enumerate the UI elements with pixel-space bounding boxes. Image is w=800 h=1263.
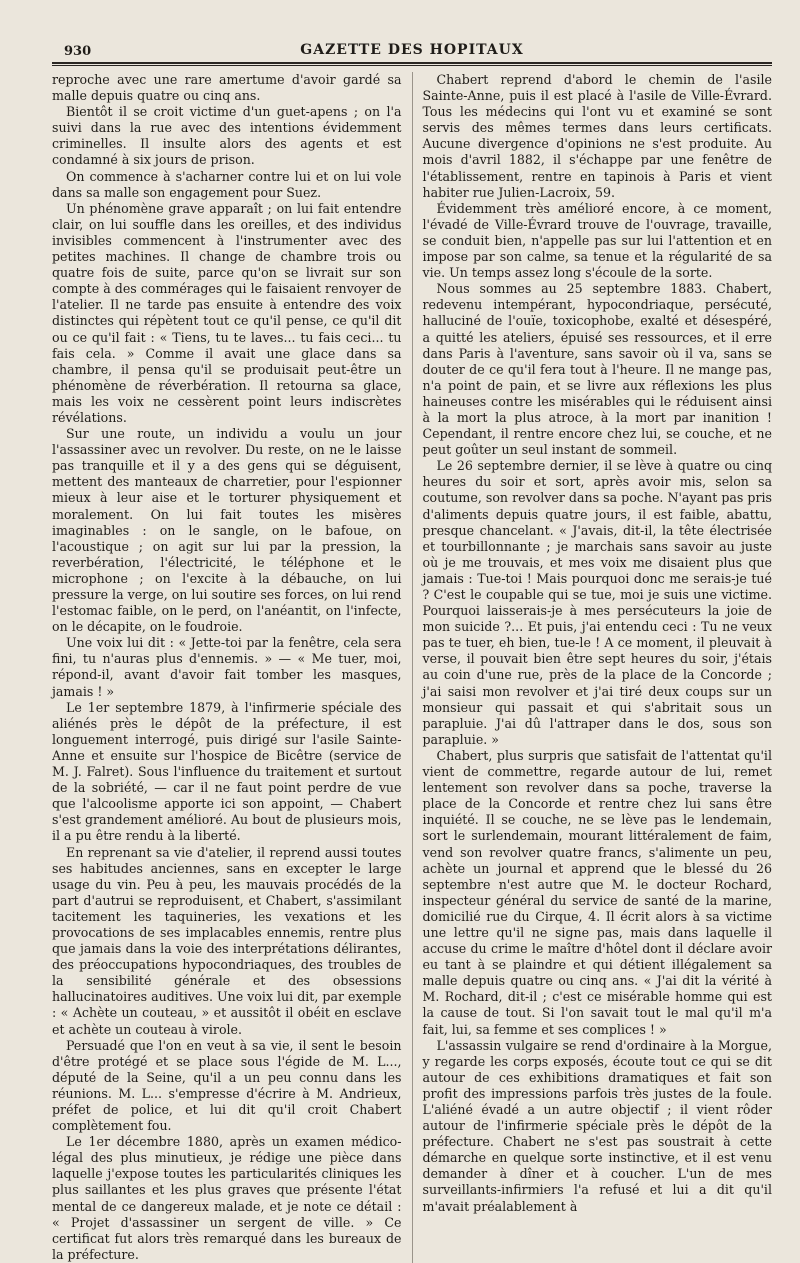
paragraph: Une voix lui dit : « Jette-toi par la fenêtre, cela sera fini, tu n'auras plus d'ennemis. » — « Me tuer, moi, répond-il, avant d'avoir fait tomber les masques, jamais ! » (52, 635, 402, 699)
paragraph: On commence à s'acharner contre lui et on lui vole dans sa malle son engagement pour Suez. (52, 168, 402, 200)
paragraph: Un phénomène grave apparaît ; on lui fait entendre clair, on lui souffle dans les oreilles, et des individus invisibles commencent à l'instrumenter avec des petites machines. Il change de chambre trois ou quatre fois de suite, parce qu'on se livrait sur son compte à des commérages qui le faisaient renvoyer de l'atelier. Il ne tarde pas ensuite à entendre des voix distinctes qui répètent tout ce qu'il pense, ce qu'il dit ou ce qu'il fait : « Tiens, tu te laves... tu fais ceci... tu fais cela. » Comme il avait une glace dans sa chambre, il pensa qu'il se produisait peut-être un phénomène de réverbération. Il retourna sa glace, mais les voix ne cessèrent point leurs indiscrètes révélations. (52, 200, 402, 425)
paragraph: Bientôt il se croit victime d'un guet-apens ; on l'a suivi dans la rue avec des intentions évidemment criminelles. Il insulte alors des agents et est condamné à six jours de prison. (52, 104, 402, 168)
left-column (52, 72, 402, 1263)
paragraph: Chabert reprend d'abord le chemin de l'asile Sainte-Anne, puis il est placé à l'asile de Ville-Évrard. Tous les médecins qui l'ont vu et examiné se sont servis des mêmes termes dans leurs certificats. Aucune divergence d'opinions ne s'est produite. Au mois d'avril 1882, il s'échappe par une fenêtre de l'établissement, rentre en tapinois à Paris et vient habiter rue Julien-Lacroix, 59. (422, 72, 772, 200)
right-column (412, 72, 773, 1263)
paragraph: Évidemment très amélioré encore, à ce moment, l'évadé de Ville-Évrard trouve de l'ouvrage, travaille, se conduit bien, n'appelle pas sur lui l'attention et en impose par son calme, sa tenue et la régularité de sa vie. Un temps assez long s'écoule de la sorte. (422, 200, 772, 281)
paragraph: Nous sommes au 25 septembre 1883. Chabert, redevenu intempérant, hypocondriaque, persécuté, halluciné de l'ouïe, toxicophobe, exalté et désespéré, a quitté les ateliers, épuisé ses ressources, et il erre dans Paris à l'aventure, sans savoir où il va, sans se douter de ce qu'il fera tout à l'heure. Il ne mange pas, n'a point de pain, et se livre aux réflexions les plus haineuses contre les misérables qui le réduisent ainsi à la mort la plus atroce, à la mort par inanition ! Cependant, il rentre encore chez lui, se couche, et ne peut goûter un seul instant de sommeil. (422, 281, 772, 458)
paragraph: Le 1er septembre 1879, à l'infirmerie spéciale des aliénés près le dépôt de la préfecture, il est longuement interrogé, puis dirigé sur l'asile Sainte-Anne et ensuite sur l'hospice de Bicêtre (service de M. J. Falret). Sous l'influence du traitement et surtout de la sobriété, — car il ne faut point perdre de vue que l'alcoolisme apporte ici son appoint, — Chabert s'est grandement amélioré. Au bout de plusieurs mois, il a pu être rendu à la liberté. (52, 699, 402, 844)
page-header (52, 38, 772, 60)
running-title: GAZETTE DES HOPITAUX (300, 42, 524, 58)
paragraph: Chabert, plus surpris que satisfait de l'attentat qu'il vient de commettre, regarde autour de lui, remet lentement son revolver dans sa poche, traverse la place de la Concorde et rentre chez lui sans être inquiété. Il se couche, ne se lève pas le lendemain, sort le surlendemain, mourant littéralement de faim, vend son revolver quatre francs, s'alimente un peu, achète un journal et apprend que le blessé du 26 septembre n'est autre que M. le docteur Rochard, inspecteur général du service de santé de la marine, domicilié rue du Cirque, 4. Il écrit alors à sa victime une lettre qu'il ne signe pas, mais dans laquelle il accuse du crime le maître d'hôtel dont il déclare avoir eu tant à se plaindre et qui détient illégalement sa malle depuis quatre ou cinq ans. « J'ai dit la vérité à M. Rochard, dit-il ; c'est ce misérable homme qui est la cause de tout. Si l'on savait tout le mal qu'il m'a fait, lui, sa femme et ses complices ! » (422, 747, 772, 1037)
header-rule-thin (52, 65, 772, 66)
page-number: 930 (64, 44, 92, 59)
header-rule (52, 62, 772, 64)
paragraph: L'assassin vulgaire se rend d'ordinaire à la Morgue, y regarde les corps exposés, écoute tout ce qui se dit autour de ces exhibitions dramatiques et fait son profit des impressions parfois très justes de la foule. L'aliéné évadé a un autre objectif ; il vient rôder autour de l'infirmerie spéciale près le dépôt de la préfecture. Chabert ne s'est pas soustrait à cette démarche en quelque sorte instinctive, et il est venu demander à dîner et à coucher. L'un de mes surveillants-infirmiers l'a refusé et lui a dit qu'il m'avait préalablement à (422, 1037, 772, 1214)
paragraph: Le 1er décembre 1880, après un examen médico-légal des plus minutieux, je rédige une pièce dans laquelle j'expose toutes les particularités cliniques les plus saillantes et les plus graves que présente l'état mental de ce dangereux malade, et je note ce détail : « Projet d'assassiner un sergent de ville. » Ce certificat fut alors très remarqué dans les bureaux de la préfecture. (52, 1134, 402, 1262)
paragraph: Le 26 septembre dernier, il se lève à quatre ou cinq heures du soir et sort, après avoir mis, selon sa coutume, son revolver dans sa poche. N'ayant pas pris d'aliments depuis quatre jours, il est faible, abattu, presque chancelant. « J'avais, dit-il, la tête électrisée et tourbillonnante ; je marchais sans savoir au juste où je me trouvais, et mes voix me disaient plus que jamais : Tue-toi ! Mais pourquoi donc me serais-je tué ? C'est le coupable qui se tue, moi je suis une victime. Pourquoi laisserais-je à mes persécuteurs la joie de mon suicide ?... Et puis, j'ai entendu ceci : Tu ne veux pas te tuer, eh bien, tue-le ! A ce moment, il pleuvait à verse, il pouvait bien être sept heures du soir, j'étais au coin d'une rue, près de la place de la Concorde ; j'ai saisi mon revolver et j'ai tiré deux coups sur un monsieur qui passait et qui s'abritait sous un parapluie. J'ai dû l'attraper dans le dos, sous son parapluie. » (422, 458, 772, 747)
paragraph: reproche avec une rare amertume d'avoir gardé sa malle depuis quatre ou cinq ans. (52, 72, 402, 104)
paragraph: Sur une route, un individu a voulu un jour l'assassiner avec un revolver. Du reste, on ne le laisse pas tranquille et il y a des gens qui se déguisent, mettent des manteaux de charretier, pour l'espionner mieux à leur aise et le torturer physiquement et moralement. On lui fait toutes les misères imaginables : on le sangle, on le bafoue, on l'acoustique ; on agit sur lui par la pression, la reverbération, l'électricité, le téléphone et le microphone ; on l'excite à la débauche, on lui pressure la verge, on lui soutire ses forces, on lui rend l'estomac faible, on le perd, on l'anéantit, on l'infecte, on le décapite, on le foudroie. (52, 426, 402, 635)
paragraph: En reprenant sa vie d'atelier, il reprend aussi toutes ses habitudes anciennes, sans en excepter le large usage du vin. Peu à peu, les mauvais procédés de la part d'autrui se reproduisent, et Chabert, s'assimilant tacitement les taquineries, les vexations et les provocations de ses implacables ennemis, rentre plus que jamais dans la voie des interprétations délirantes, des préoccupations hypocondriaques, des troubles de la sensibilité générale et des obsessions hallucinatoires auditives. Une voix lui dit, par exemple : « Achète un couteau, » et aussitôt il obéit en esclave et achète un couteau à virole. (52, 844, 402, 1037)
paragraph: Persuadé que l'on en veut à sa vie, il sent le besoin d'être protégé et se place sous l'égide de M. L..., député de la Seine, qu'il a un peu connu dans les réunions. M. L... s'empresse d'écrire à M. Andrieux, préfet de police, et lui dit qu'il croit Chabert complètement fou. (52, 1037, 402, 1134)
text-columns (52, 72, 772, 1263)
